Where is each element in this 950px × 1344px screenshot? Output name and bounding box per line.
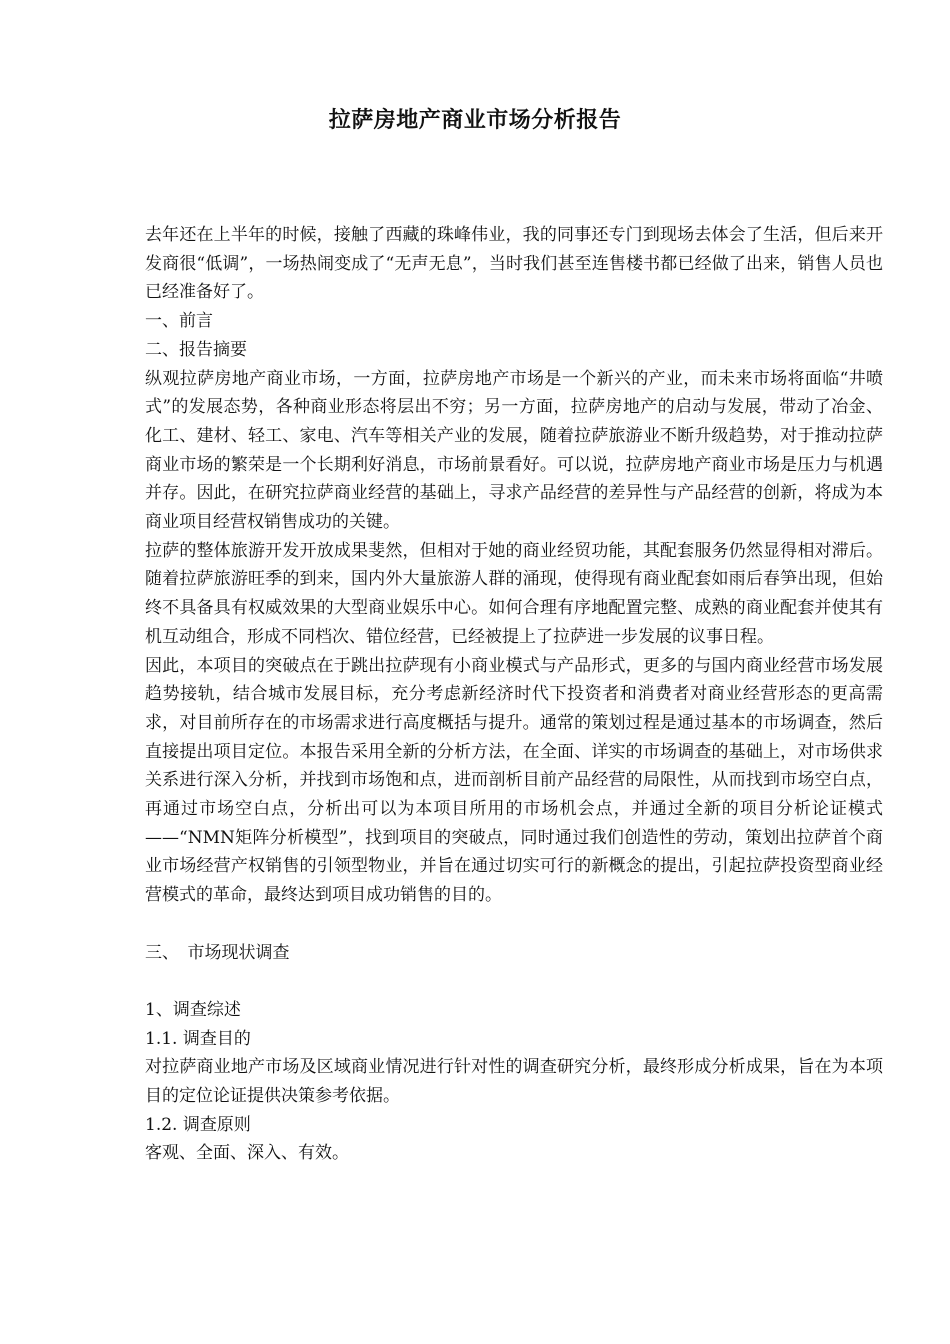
intro-paragraph: 去年还在上半年的时候，接触了西藏的珠峰伟业，我的同事还专门到现场去体会了生活，但后来开发商很“低调”，一场热闹变成了“无声无息”，当时我们甚至连售楼书都已经做了出来，销售人员也已经准备好了。 bbox=[145, 225, 883, 303]
section-heading-market-survey: 三、 市场现状调查 bbox=[145, 942, 290, 963]
subsection-heading-purpose: 1.1. 调查目的 bbox=[145, 1028, 251, 1049]
subsection-heading-overview: 1、调查综述 bbox=[145, 999, 241, 1020]
purpose-paragraph: 对拉萨商业地产市场及区域商业情况进行针对性的调查研究分析，最终形成分析成果，旨在为本项目的定位论证提供决策参考依据。 bbox=[145, 1057, 883, 1107]
summary-paragraph-2: 拉萨的整体旅游开发开放成果斐然，但相对于她的商业经贸功能，其配套服务仍然显得相对滞后。随着拉萨旅游旺季的到来，国内外大量旅游人群的涌现，使得现有商业配套如雨后春笋出现，但始终不具备具有权威效果的大型商业娱乐中心。如何合理有序地配置完整、成熟的商业配套并使其有机互动组合，形成不同档次、错位经营，已经被提上了拉萨进一步发展的议事日程。 bbox=[145, 540, 883, 647]
spacer bbox=[145, 967, 883, 996]
section-heading-summary: 二、报告摘要 bbox=[145, 339, 247, 360]
document-body bbox=[145, 221, 883, 1168]
section-heading-preface: 一、前言 bbox=[145, 311, 213, 332]
summary-paragraph-3: 因此，本项目的突破点在于跳出拉萨现有小商业模式与产品形式，更多的与国内商业经营市场发展趋势接轨，结合城市发展目标，充分考虑新经济时代下投资者和消费者对商业经营形态的更高需求，对目前所存在的市场需求进行高度概括与提升。通常的策划过程是通过基本的市场调查，然后直接提出项目定位。本报告采用全新的分析方法，在全面、详实的市场调查的基础上，对市场供求关系进行深入分析，并找到市场饱和点，进而剖析目前产品经营的局限性，从而找到市场空白点，再通过市场空白点，分析出可以为本项目所用的市场机会点，并通过全新的项目分析论证模式——“NMN矩阵分析模型”，找到项目的突破点，同时通过我们创造性的劳动，策划出拉萨首个商业市场经营产权销售的引领型物业，并旨在通过切实可行的新概念的提出，引起拉萨投资型商业经营模式的革命，最终达到项目成功销售的目的。 bbox=[145, 655, 883, 906]
summary-paragraph-1: 纵观拉萨房地产商业市场，一方面，拉萨房地产市场是一个新兴的产业，而未来市场将面临“井喷式”的发展态势，各种商业形态将层出不穷；另一方面，拉萨房地产的启动与发展，带动了冶金、化工、建材、轻工、家电、汽车等相关产业的发展，随着拉萨旅游业不断升级趋势，对于推动拉萨商业市场的繁荣是一个长期利好消息，市场前景看好。可以说，拉萨房地产商业市场是压力与机遇并存。因此，在研究拉萨商业经营的基础上，寻求产品经营的差异性与产品经营的创新，将成为本商业项目经营权销售成功的关键。 bbox=[145, 368, 883, 533]
subsection-heading-principles: 1.2. 调查原则 bbox=[145, 1114, 251, 1135]
principles-paragraph: 客观、全面、深入、有效。 bbox=[145, 1143, 349, 1164]
spacer bbox=[145, 910, 883, 939]
document-title: 拉萨房地产商业市场分析报告 bbox=[328, 107, 622, 133]
